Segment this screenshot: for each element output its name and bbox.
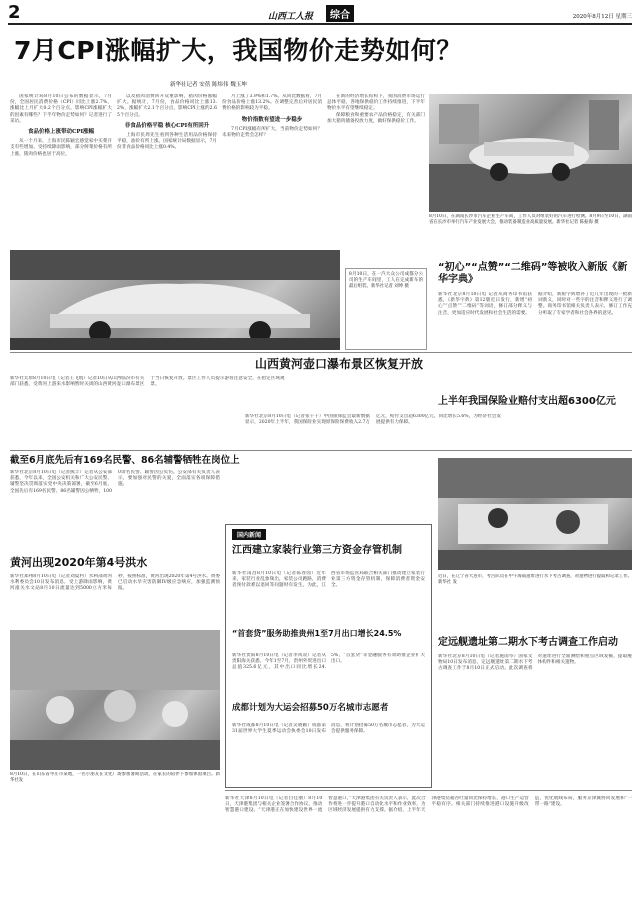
- lead-subhead-3: 物价指数有望进一步稳步: [241, 116, 303, 123]
- assembly-line-image: [10, 250, 340, 350]
- paper-name: 山西工人报: [268, 12, 314, 22]
- lead-paragraph: 月上涨了3.9%和1.7%。从同比数据看，7月份食品价格上涨13.2%。在调整完善后对居民消费价格的影响较为平稳。: [222, 94, 322, 112]
- lead-paragraph: 7月CPI涨幅有所扩大，当前物价走势如何？未来物价走势会怎样？: [222, 126, 322, 139]
- lead-photo-caption: 8月10日，在湖南长沙市汽车企业生产车间，工作人员对组装好的汽车进行检测。8月9日至10日，湖南省在长沙市举行汽车产业发展大会，推动装备制造业高质量发展。新华社记者 陈振海 摄: [429, 214, 632, 225]
- section-label: 综合: [326, 5, 354, 22]
- divider: [225, 790, 632, 791]
- dingyuan-headline: 定远舰遗址第二期水下考古调查工作启动: [438, 637, 618, 648]
- masthead-rule: [8, 23, 632, 25]
- hukou-body: 新华社太原8月10日电（记者王飞航）记者10日从山西临汾市有关部门获悉，受黄河上游来水影响暂时关闭的山西黄河壶口瀑布景区于当日恢复开放。景区工作人员提示游客注意安全，在指定区域观景。: [10, 376, 285, 388]
- page-number: 2: [8, 2, 21, 23]
- insurance-headline: 上半年我国保险业赔付支出超6300亿元: [438, 396, 616, 407]
- police-body: 新华社北京8月10日电（记者熊丰）记者从公安部获悉，今年以来，全国公安机关和广大公安民警、辅警坚决贯彻落实党中央决策部署，截至6月底，全国先后有169名民警、86名辅警因公牺牲，1000余名民警、辅警因公负伤。公安部有关负责人表示，要加强对民警的关爱，全面落实各项保障措施。: [10, 470, 220, 494]
- car-line-photo: [10, 250, 340, 350]
- lead-column-2: [117, 94, 217, 250]
- guizhou-headline: “首套贷”服务助推贵州1至7月出口增长24.5%: [232, 629, 402, 638]
- news-box-label: 国内新闻: [232, 529, 266, 540]
- lead-paragraph: 国家统计局8月10日公布的数据显示，7月份，全国居民消费价格（CPI）同比上涨2.7%，涨幅比上月扩大0.2个百分点。影响CPI涨幅扩大的因素有哪些？下半年物价走势如何？记者进行了采访。: [10, 94, 112, 124]
- lead-paragraph: 在新的经济增长结构下，我国消费市场运行总体平稳，各地保供稳价工作持续推进，下半年物价水平有望继续稳定。: [327, 94, 425, 112]
- issue-date: 2020年8月12日 星期三: [572, 14, 632, 20]
- insurance-body: 新华社北京8月10日电（记者张千千）中国银保监会最新数据显示，2020年上半年，我国保险业实现原保险保费收入2.7万亿元，赔付支出超6300亿元，同比增长5.6%，为经济社会发展提供有力保障。: [245, 414, 501, 426]
- lead-subhead-2: 非食品价格平稳 核心CPI有所回升: [124, 122, 210, 129]
- lead-paragraph: 上海市民周先生看到各种生活用品价格保持平稳，油价有所上涨。国家统计局数据显示，7月份非食品价格同比上涨0.4%。: [117, 133, 217, 151]
- divider: [10, 352, 632, 353]
- hukou-headline: 山西黄河壶口瀑布景区恢复开放: [255, 357, 424, 371]
- divider: [10, 450, 632, 451]
- lead-paragraph: 从一个月来，上海市民陈颖宏感觉家中买菜开支有些增加。受持续降雨影响，部分鲜菜价格有所上涨，猪肉价格也居于高位。: [10, 139, 112, 157]
- chengdu-body: 新华社成都8月10日电（记者吴晓颖）成都第31届世界大学生夏季运动会执委会10日发布消息，将计划招募50万名城市志愿者，为大运会提供服务保障。: [232, 723, 425, 735]
- jiangxi-body: 新华社南昌8月10日电（记者陈春园）近年来，家装行业乱象频出，家装公司跑路，消费者预付款难以退回等问题时有发生。为此，江西省市场监管局联合相关部门推动建立家装行业第三方资金存管机制，保障消费者资金安全。: [232, 571, 425, 589]
- dingyuan-body: 新华社北京8月10日电（记者施雨岑）国家文物局10日发布消息，定远舰遗址第二期水下考古调查工作于8月10日正式启动。此次调查将对遗址进行全面测绘和重点区域发掘，提取舰体构件和相关遗物。: [438, 654, 632, 672]
- excavation-caption: 近日，在辽宁省大连市，考古队员在甲午海战遗址进行水下考古调查，对遗物进行提取和记录工作。新华社 发: [438, 574, 632, 585]
- photo-note-text: 8月10日，在一汽大众公司成都分公司的生产车间里，工人在完成新车的最后组装。新华社记者 刘坤 摄: [349, 272, 423, 289]
- photo-note-card: [345, 268, 427, 350]
- car-factory-image: [429, 94, 632, 212]
- jiangxi-headline: 江西建立家装行业第三方资金存管机制: [232, 545, 402, 556]
- lead-headline: 7月CPI涨幅扩大，我国物价走势如何？: [14, 36, 462, 65]
- guizhou-body: 新华社贵阳8月10日电（记者李凤双）记者从贵阳海关获悉，今年1至7月，贵州外贸进出口总值325.6亿元，其中出口同比增长24.5%，“首套贷”等金融服务有效助推企业扩大出口。: [232, 653, 425, 671]
- dictionary-body-right: 据介绍，新版字典增补了近几年出现的一批新词新义，同时对一些字的注音和释义进行了调整。商务印书馆相关负责人表示，修订工作充分听取了专家学者和社会各界的意见。: [538, 292, 632, 316]
- excavation-photo: [438, 458, 632, 570]
- lead-subhead-1: 食品价格上涨带动CPI涨幅: [27, 129, 95, 136]
- masthead: [8, 4, 632, 24]
- children-photo: [10, 630, 220, 770]
- police-headline: 截至6月底先后有169名民警、86名辅警牺牲在岗位上: [10, 455, 240, 466]
- archaeology-image: [438, 458, 632, 570]
- lead-column-3: [222, 94, 322, 250]
- lead-paragraph: 以及猪肉消费回升双重影响，猪肉价格涨幅扩大。据统计，7月份，食品价格同比上涨13.2%，涨幅扩大2.1个百分点，影响CPI上涨约2.65个百分点。: [117, 94, 217, 118]
- chengdu-headline: 成都计划为大运会招募50万名城市志愿者: [232, 703, 389, 713]
- yellow-river-body: 新华社郑州8月10日电（记者刘夏村）水利部黄河水利委员会10日发布消息，受上游降雨影响，黄河潼关水文站8月10日流量达到5000立方米每秒，按照标准，黄河出现2020年第4号洪水。黄委已启动水旱灾害防御IV级应急响应，加强监测预报。: [10, 574, 220, 592]
- children-photo-caption: 8月10日，在山东省枣庄市某地，一名小朋友在文化广场参加暑期活动，在家长的陪伴下参加体验项目。新华社发: [10, 772, 220, 783]
- news-box: [225, 524, 432, 788]
- dictionary-body-left: 新华社北京8月10日电 记者从商务印书馆获悉，《新华字典》第12版近日发行，新增“初心”“点赞”“二维码”等词语，修订部分释义与注音，更加适应时代发展和社会生活的需要。: [438, 292, 532, 316]
- lead-column-4: [327, 94, 425, 250]
- children-activity-image: [10, 630, 220, 770]
- lead-byline: 新华社记者 安蓓 陈炜伟 魏玉坤: [170, 82, 247, 88]
- lead-column-1: [10, 94, 112, 250]
- lead-photo: [429, 94, 632, 212]
- lead-paragraph: 保障粮食和重要农产品价格稳定，有关部门加大猪肉储备投放力度，做好保供稳价工作。: [327, 112, 425, 124]
- bottom-story-body: 新华社天津8月10日电（记者白佳丽）8月10日，天津港集团与相关企业签署合作协议，推动智慧港口建设。“天津港正在加快建设世界一流智慧港口，”天津港集团有关负责人表示，此次合作将进一步提升港口自动化水平和作业效率，为区域经济发展提供有力支撑。据介绍，上半年天津港集装箱吞吐量同比保持增长，港口生产运营平稳有序。相关部门持续推进港口设施升级改造，优化航线布局，服务京津冀协同发展和“一带一路”建设。: [225, 796, 632, 814]
- dictionary-headline: “初心”“点赞”“二维码”等被收入新版《新华字典》: [438, 262, 628, 285]
- yellow-river-headline: 黄河出现2020年第4号洪水: [10, 556, 148, 569]
